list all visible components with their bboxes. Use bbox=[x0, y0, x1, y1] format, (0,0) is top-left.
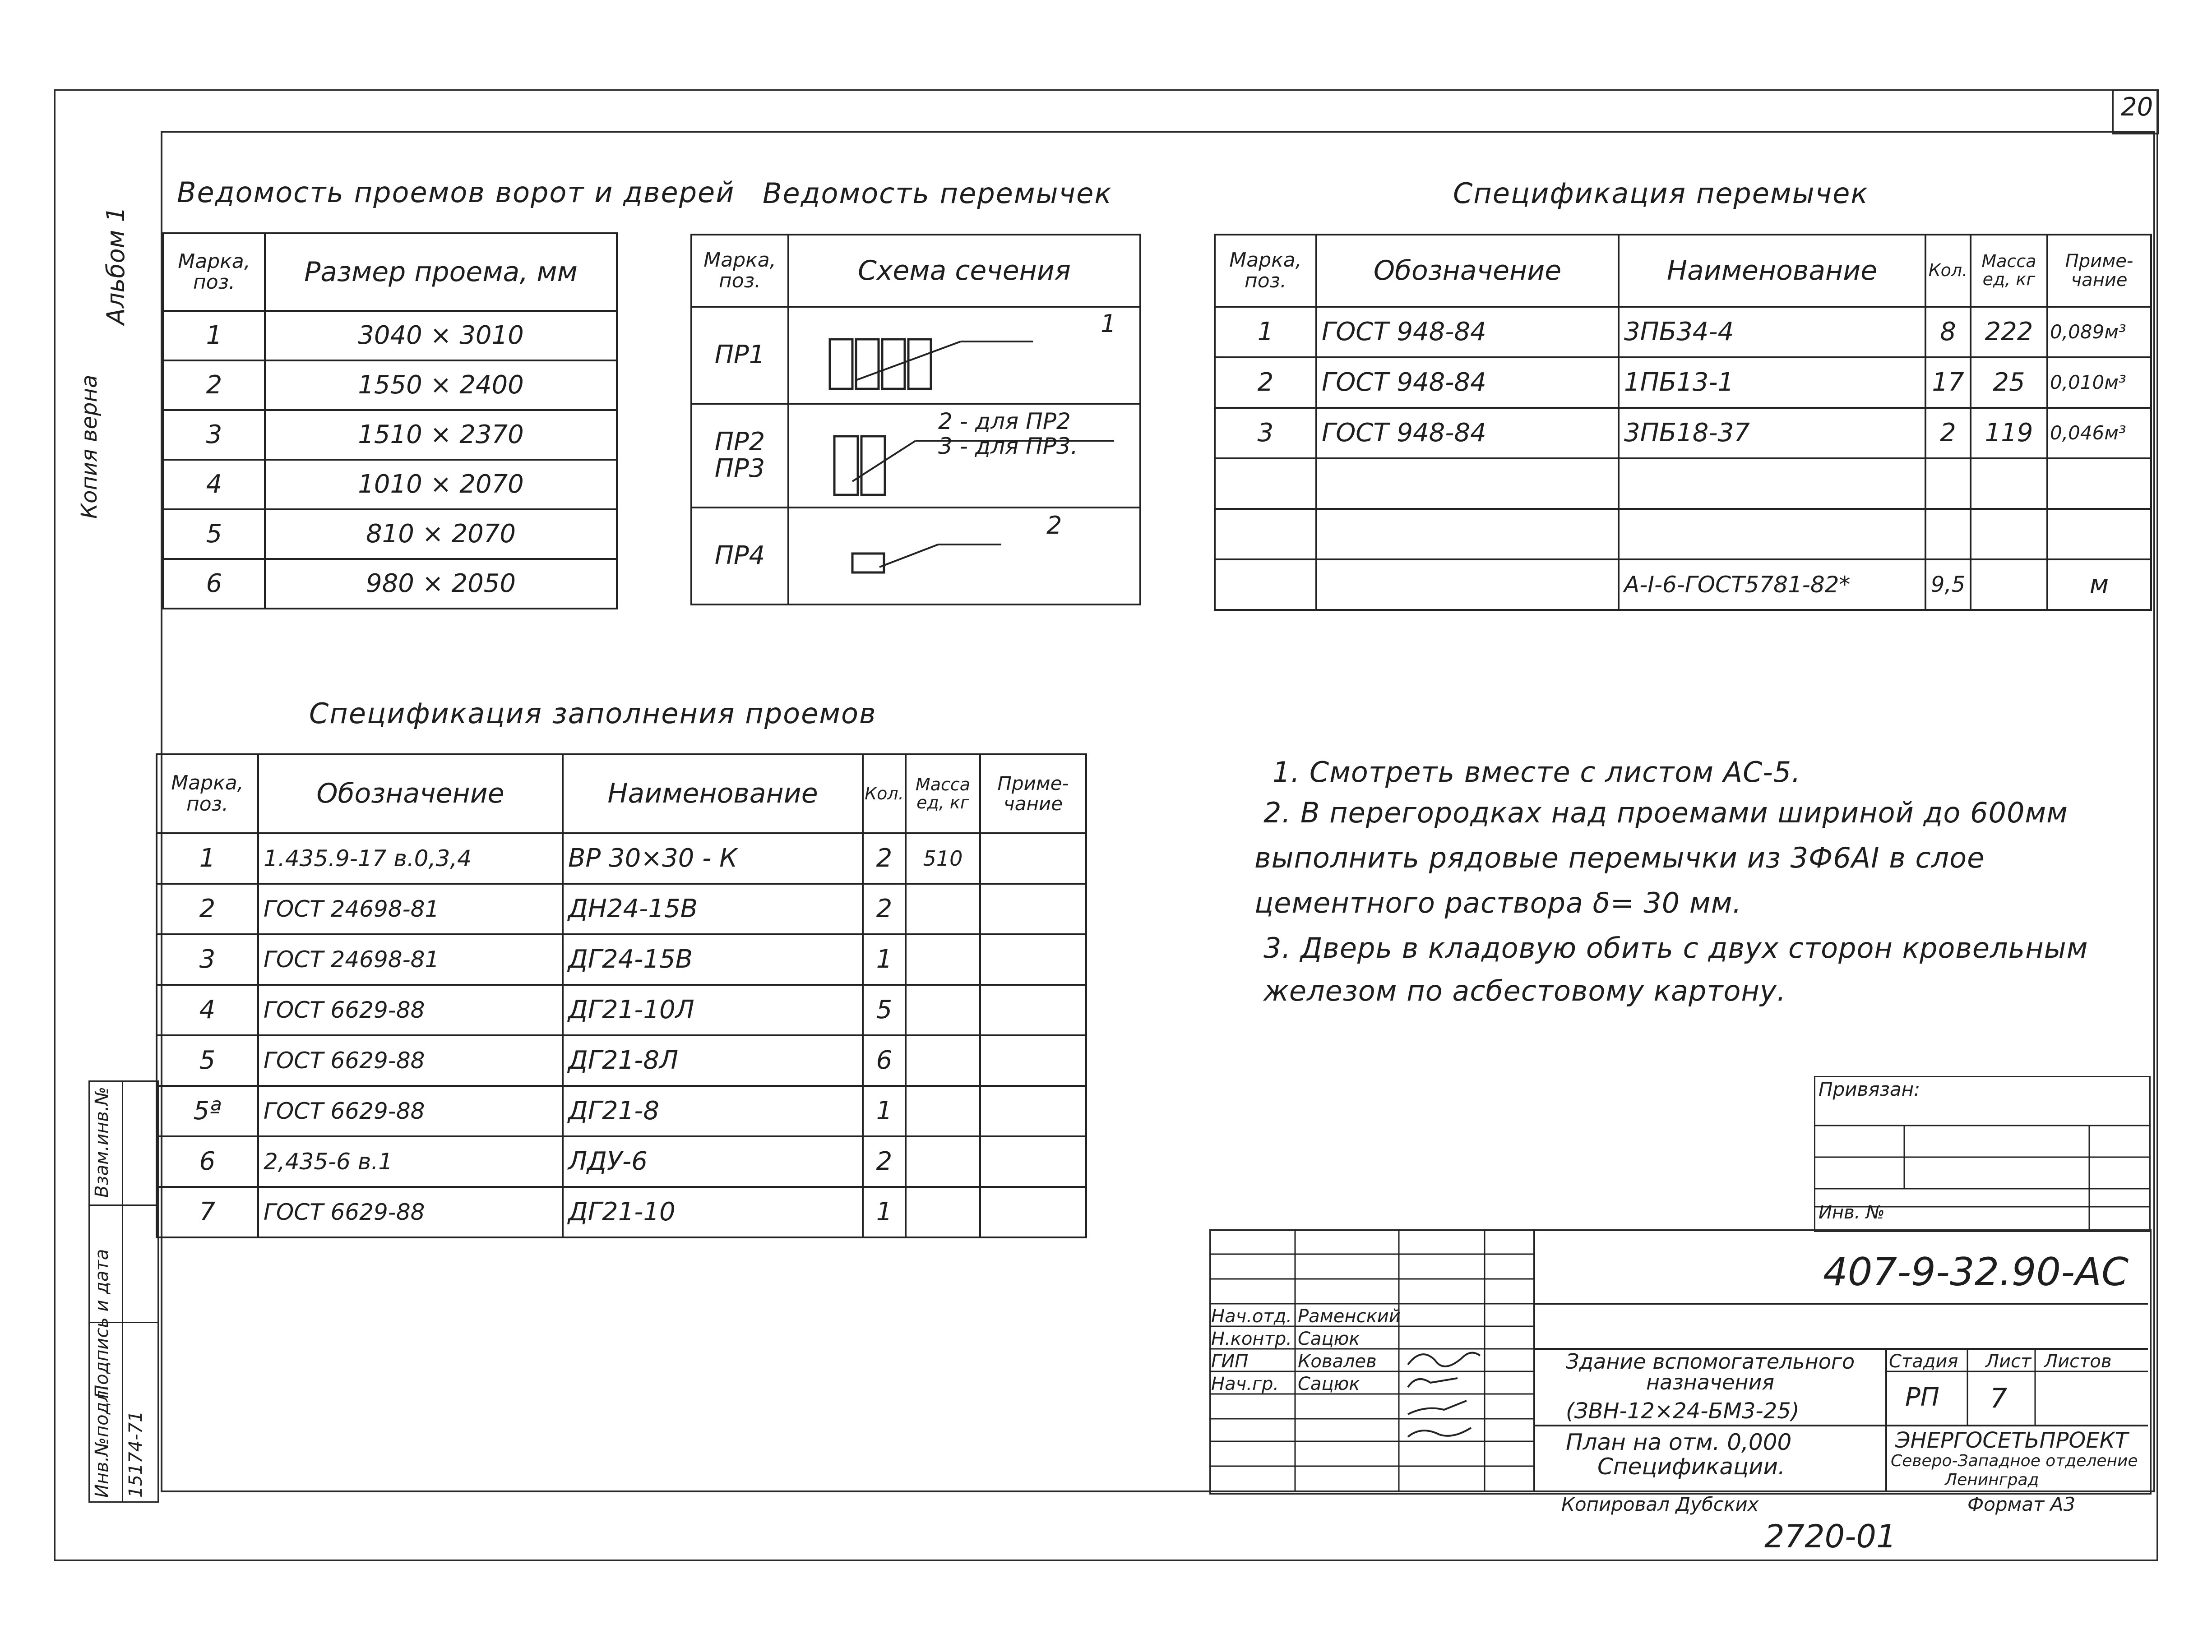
openings-title: Ведомость проемов ворот и дверей bbox=[177, 176, 735, 209]
table-row: 3 ГОСТ 24698-81 ДГ24-15В 1 bbox=[157, 934, 1086, 985]
fill-spec-title: Спецификация заполнения проемов bbox=[309, 697, 877, 730]
margin-stamp-divider bbox=[88, 1204, 157, 1206]
table-row: ПР4 2 bbox=[691, 508, 1140, 605]
order-number: 2720-01 bbox=[1764, 1518, 1897, 1555]
table-row: 1 3040 × 3010 bbox=[163, 311, 617, 360]
sheet-subtitle: Спецификации. bbox=[1597, 1454, 1785, 1480]
col-mass: Масса ед, кг bbox=[1971, 235, 2047, 307]
col-qty: Кол. bbox=[863, 754, 906, 833]
col-name: Наименование bbox=[563, 754, 863, 833]
col-mark: Марка, поз. bbox=[691, 235, 788, 307]
sign-date-label: Подпись и дата bbox=[92, 1249, 112, 1398]
note-2: 2. В перегородках над проемами шириной до 600мм bbox=[1263, 796, 2068, 829]
table-row: 6 980 × 2050 bbox=[163, 559, 617, 609]
col-scheme: Схема сечения bbox=[788, 235, 1140, 307]
name-norm-control: Сацюк bbox=[1298, 1329, 1360, 1349]
sheet-number: 7 bbox=[1990, 1383, 2008, 1414]
lintel-section-pr1 bbox=[789, 308, 1132, 398]
org-city: Ленинград bbox=[1945, 1471, 2039, 1489]
table-row: 1 ГОСТ 948-84 3ПБ34-4 8 222 0,089м³ bbox=[1215, 307, 2151, 357]
org-branch: Северо-Западное отделение bbox=[1891, 1452, 2138, 1470]
sheet-title: План на отм. 0,000 bbox=[1566, 1429, 1792, 1455]
table-row: 5ª ГОСТ 6629-88 ДГ21-8 1 bbox=[157, 1086, 1086, 1136]
col-mark: Марка, поз. bbox=[157, 754, 258, 833]
role-norm-control: Н.контр. bbox=[1211, 1329, 1292, 1349]
lintel-spec-table bbox=[1214, 234, 2152, 611]
note-2-cont2: цементного раствора δ= 30 мм. bbox=[1254, 886, 1742, 919]
lintel-spec-title: Спецификация перемычек bbox=[1453, 177, 1869, 210]
table-row: ПР1 1 bbox=[691, 307, 1140, 404]
lintels-title: Ведомость перемычек bbox=[763, 177, 1112, 210]
col-mark: Марка, поз. bbox=[1215, 235, 1316, 307]
margin-stamp-divider bbox=[122, 1080, 123, 1502]
note-3-cont: железом по асбестовому картону. bbox=[1263, 974, 1786, 1007]
table-row bbox=[1215, 458, 2151, 509]
inv-label: Инв.№подл. bbox=[92, 1384, 112, 1498]
col-mark: Марка, поз. bbox=[163, 233, 265, 311]
col-size: Размер проема, мм bbox=[265, 233, 617, 311]
album-label: Альбом 1 bbox=[102, 207, 130, 325]
table-row: 6 2,435-6 в.1 ЛДУ-6 2 bbox=[157, 1136, 1086, 1187]
table-row: 2 ГОСТ 948-84 1ПБ13-1 17 25 0,010м³ bbox=[1215, 357, 2151, 408]
col-name: Наименование bbox=[1619, 235, 1925, 307]
table-row: 3 1510 × 2370 bbox=[163, 410, 617, 460]
note-1: 1. Смотреть вместе с листом АС-5. bbox=[1273, 756, 1801, 789]
org-name: ЭНЕРГОСЕТЬПРОЕКТ bbox=[1895, 1428, 2129, 1453]
building-code: (ЗВН-12×24-БМ3-25) bbox=[1566, 1398, 1800, 1424]
table-row: 5 810 × 2070 bbox=[163, 509, 617, 559]
name-chief-engineer: Ковалев bbox=[1298, 1351, 1377, 1372]
table-row: 2 1550 × 2400 bbox=[163, 360, 617, 410]
callout-1: 1 bbox=[1101, 309, 1116, 338]
binding-label: Привязан: bbox=[1819, 1078, 1920, 1100]
building-name: Здание вспомогательного назначения bbox=[1565, 1349, 1855, 1394]
inv-value: 15174-71 bbox=[125, 1411, 146, 1498]
table-row: 5 ГОСТ 6629-88 ДГ21-8Л 6 bbox=[157, 1035, 1086, 1086]
table-row: 7 ГОСТ 6629-88 ДГ21-10 1 bbox=[157, 1187, 1086, 1237]
sheet-code: 407-9-32.90-АС bbox=[1823, 1250, 2129, 1295]
sheets-label: Листов bbox=[2044, 1351, 2112, 1372]
table-row: А-I-6-ГОСТ5781-82* 9,5 м bbox=[1215, 559, 2151, 610]
table-row: 1 1.435.9-17 в.0,3,4 ВР 30×30 - К 2 510 bbox=[157, 833, 1086, 884]
sheet-label: Лист bbox=[1985, 1351, 2032, 1372]
role-chief-engineer: ГИП bbox=[1211, 1351, 1249, 1372]
table-row bbox=[1215, 509, 2151, 559]
role-head-dept: Нач.отд. bbox=[1211, 1306, 1292, 1327]
note-2-cont: выполнить рядовые перемычки из 3Ф6АI в слое bbox=[1254, 841, 1985, 874]
table-row: 2 ГОСТ 24698-81 ДН24-15В 2 bbox=[157, 884, 1086, 934]
col-designation: Обозначение bbox=[1316, 235, 1619, 307]
lintels-table bbox=[690, 234, 1141, 605]
col-designation: Обозначение bbox=[258, 754, 563, 833]
format-label: Формат А3 bbox=[1967, 1493, 2076, 1515]
table-row: 3 ГОСТ 948-84 3ПБ18-37 2 119 0,046м³ bbox=[1215, 408, 2151, 458]
table-row: 4 ГОСТ 6629-88 ДГ21-10Л 5 bbox=[157, 985, 1086, 1035]
copied-by: Копировал Дубских bbox=[1561, 1493, 1759, 1515]
col-qty: Кол. bbox=[1925, 235, 1971, 307]
table-row: ПР2 ПР3 2 - для ПР2 3 - для ПР3. bbox=[691, 404, 1140, 508]
inv-no-label: Инв. № bbox=[1819, 1202, 1885, 1223]
name-head-group: Сацюк bbox=[1298, 1374, 1360, 1394]
table-row: 4 1010 × 2070 bbox=[163, 460, 617, 509]
callout-2-3: 2 - для ПР2 3 - для ПР3. bbox=[938, 408, 1078, 459]
copy-note: Копия верна bbox=[77, 374, 102, 519]
openings-table bbox=[162, 232, 618, 609]
col-note: Приме-чание bbox=[980, 754, 1086, 833]
lintel-section-pr4 bbox=[789, 508, 1132, 599]
stage-label: Стадия bbox=[1889, 1351, 1958, 1372]
vzam-label: Взам.инв.№ bbox=[92, 1086, 112, 1198]
fill-spec-table bbox=[156, 753, 1087, 1238]
stage-value: РП bbox=[1905, 1383, 1939, 1412]
role-head-group: Нач.гр. bbox=[1211, 1374, 1279, 1394]
col-note: Приме-чание bbox=[2047, 235, 2151, 307]
callout-2: 2 bbox=[1046, 511, 1062, 540]
note-3: 3. Дверь в кладовую обить с двух сторон кровельным bbox=[1263, 932, 2088, 964]
col-mass: Масса ед, кг bbox=[906, 754, 980, 833]
page-number: 20 bbox=[2121, 92, 2153, 122]
name-head-dept: Раменский bbox=[1298, 1306, 1401, 1327]
